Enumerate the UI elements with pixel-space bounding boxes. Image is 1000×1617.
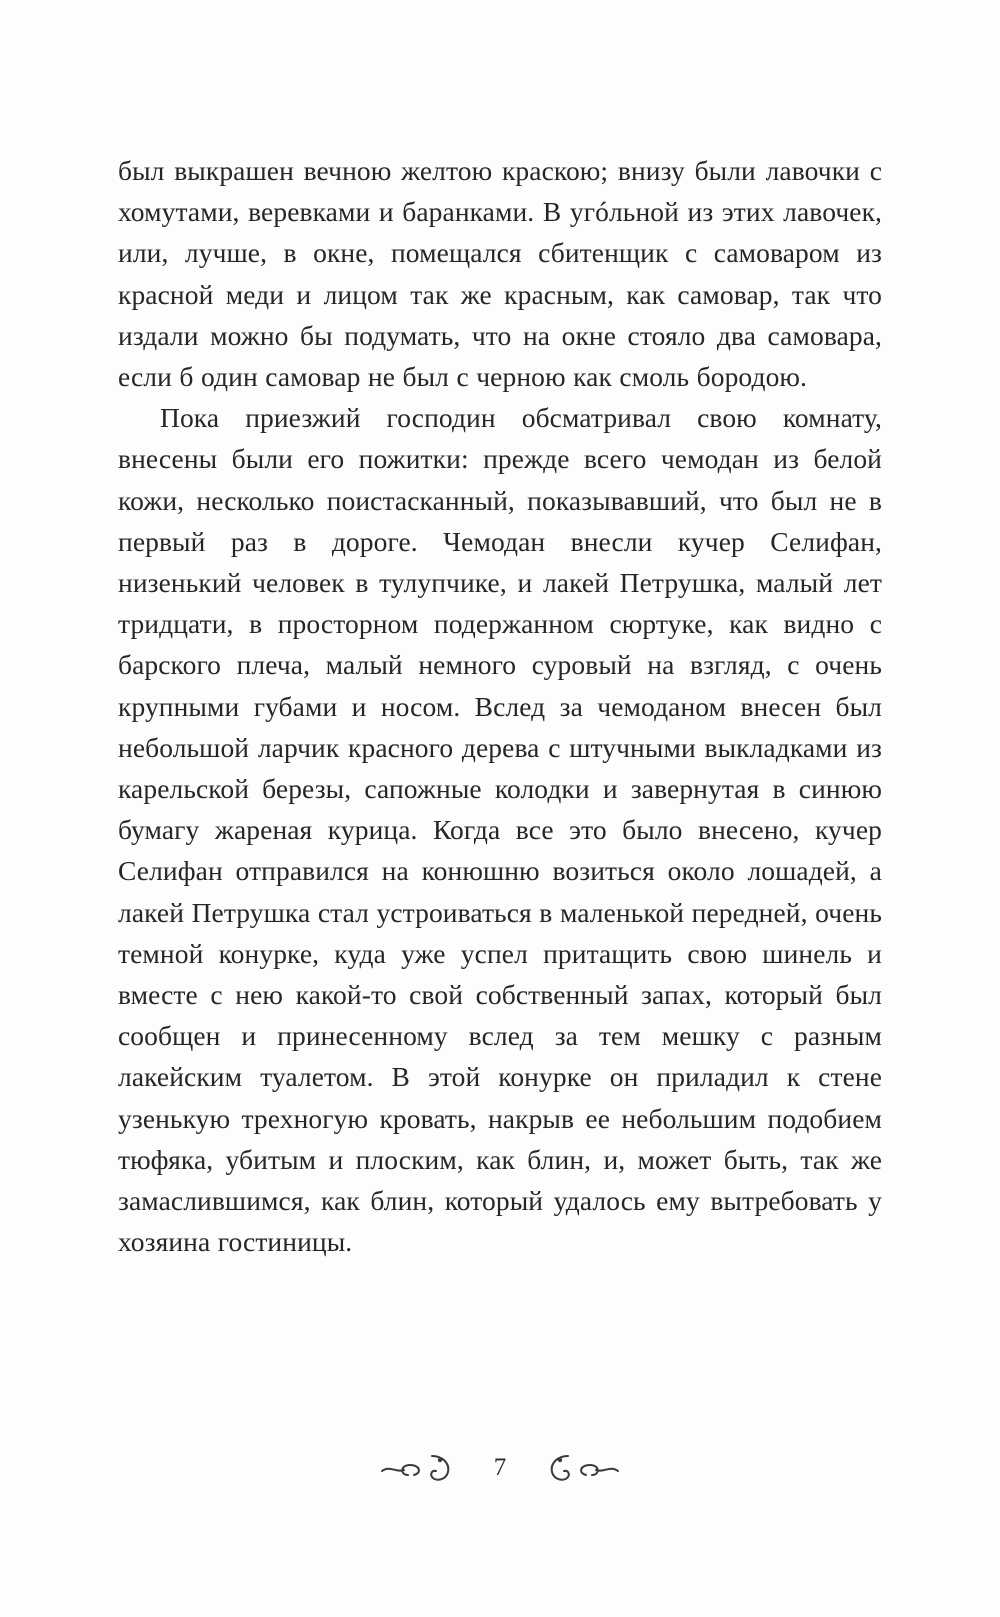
flourish-left-ornament	[380, 1451, 476, 1485]
page-number: 7	[493, 1454, 507, 1481]
flourish-right-ornament	[524, 1451, 620, 1485]
paragraph: был выкрашен вечною желтою краскою; внизу были лавочки с хомутами, веревками и баранками. В угóльной из этих лавочек, или, лучше, в окне, помещался сбитенщик с самоваром из красной меди и лицом так же красным, как самовар, так что издали можно бы подумать, что на окне стояло два самовара, если б один самовар не был с черною как смоль бородою.	[118, 155, 882, 393]
page-footer	[0, 1451, 1000, 1485]
paragraph: Пока приезжий господин обсматривал свою комнату, внесены были его пожитки: прежде всего чемодан из белой кожи, несколько поистасканный, показывавший, что был не в первый раз в дороге. Чемодан внесли кучер Селифан, низенький человек в тулупчике, и лакей Петрушка, малый лет тридцати, в просторном подержанном сюртуке, как видно с барского плеча, малый немного суровый на взгляд, с очень крупными губами и носом. Вслед за чемоданом внесен был небольшой ларчик красного дерева с штучными выкладками из карельской березы, сапожные колодки и завернутая в синюю бумагу жареная курица. Когда все это было внесено, кучер Селифан отправился на конюшню возиться около лошадей, а лакей Петрушка стал устроиваться в маленькой передней, очень темной конурке, куда уже успел притащить свою шинель и вместе с нею какой-то свой собственный запах, который был сообщен и принесенному вслед за тем мешку с разным лакейским туалетом. В этой конурке он приладил к стене узенькую трехногую кровать, накрыв ее небольшим подобием тюфяка, убитым и плоским, как блин, и, может быть, так же замаслившимся, как блин, который удалось ему вытребовать у хозяина гостиницы.	[118, 402, 882, 1258]
page-text-block	[118, 150, 882, 1262]
